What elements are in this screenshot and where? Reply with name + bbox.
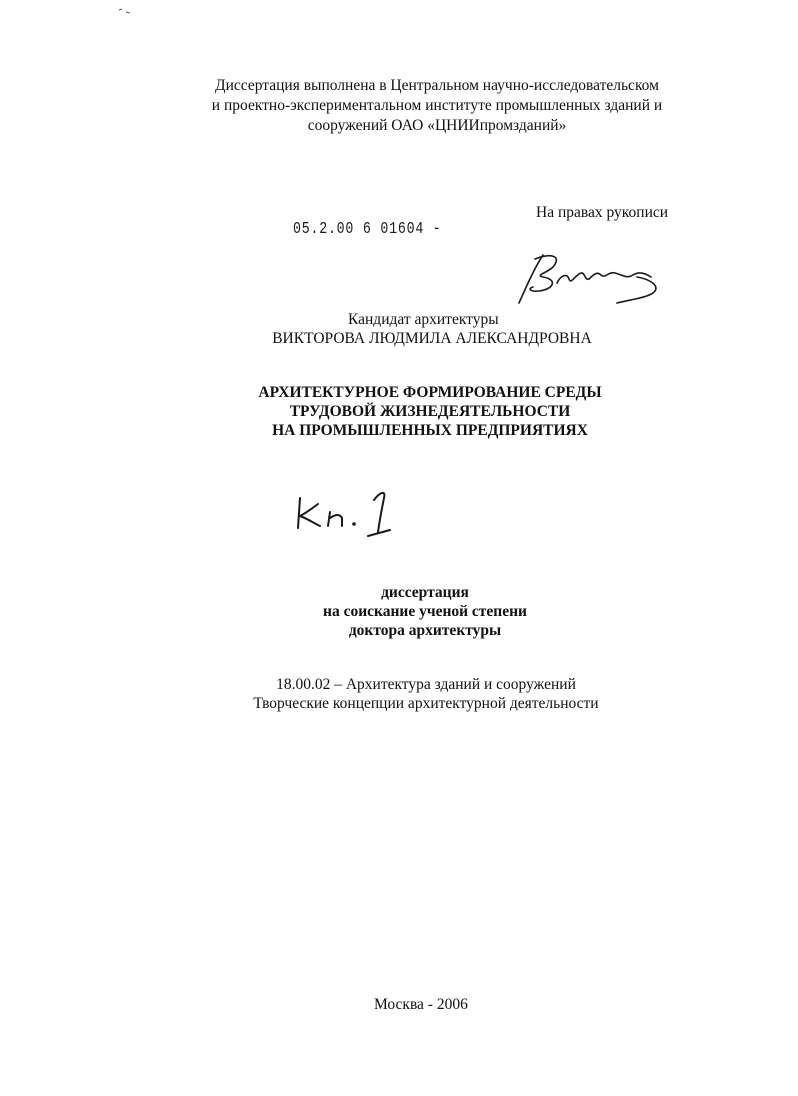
institution-line-3: сооружений ОАО «ЦНИИпромзданий»: [307, 117, 567, 134]
handwritten-volume-note: [290, 480, 400, 540]
author-name: ВИКТОРОВА ЛЮДМИЛА АЛЕКСАНДРОВНА: [272, 330, 592, 347]
title-line-2: ТРУДОВОЙ ЖИЗНЕДЕЯТЕЛЬНОСТИ: [289, 403, 571, 420]
work-type-line-1: диссертация: [381, 584, 469, 601]
signature-icon: [505, 245, 670, 320]
institution-line-2: и проектно-экспериментальном институте промышленных зданий и: [211, 97, 663, 114]
work-type-line-3: доктора архитектуры: [348, 622, 502, 639]
specialty-description: Творческие концепции архитектурной деятельности: [253, 695, 599, 712]
work-type: [295, 583, 555, 640]
specialty-block: [226, 675, 626, 713]
work-type-line-2: на соискание ученой степени: [323, 603, 527, 620]
registration-stamp: 05.2.00 6 01604 -: [293, 220, 442, 239]
author-block: [262, 310, 602, 348]
title-line-3: НА ПРОМЫШЛЕННЫХ ПРЕДПРИЯТИЯХ: [272, 422, 588, 439]
rights-note: На правах рукописи: [536, 204, 669, 221]
city-year: Москва - 2006: [374, 996, 468, 1013]
institution-line-1: Диссертация выполнена в Центральном научно-исследовательском: [215, 77, 659, 94]
dissertation-title: [230, 383, 630, 440]
author-role: Кандидат архитектуры: [348, 311, 499, 328]
institution-statement: [12, 76, 798, 136]
scan-speck-mark: [118, 8, 134, 14]
title-line-1: АРХИТЕКТУРНОЕ ФОРМИРОВАНИЕ СРЕДЫ: [258, 384, 602, 401]
specialty-code: 18.00.02 – Архитектура зданий и сооружений: [276, 676, 576, 693]
